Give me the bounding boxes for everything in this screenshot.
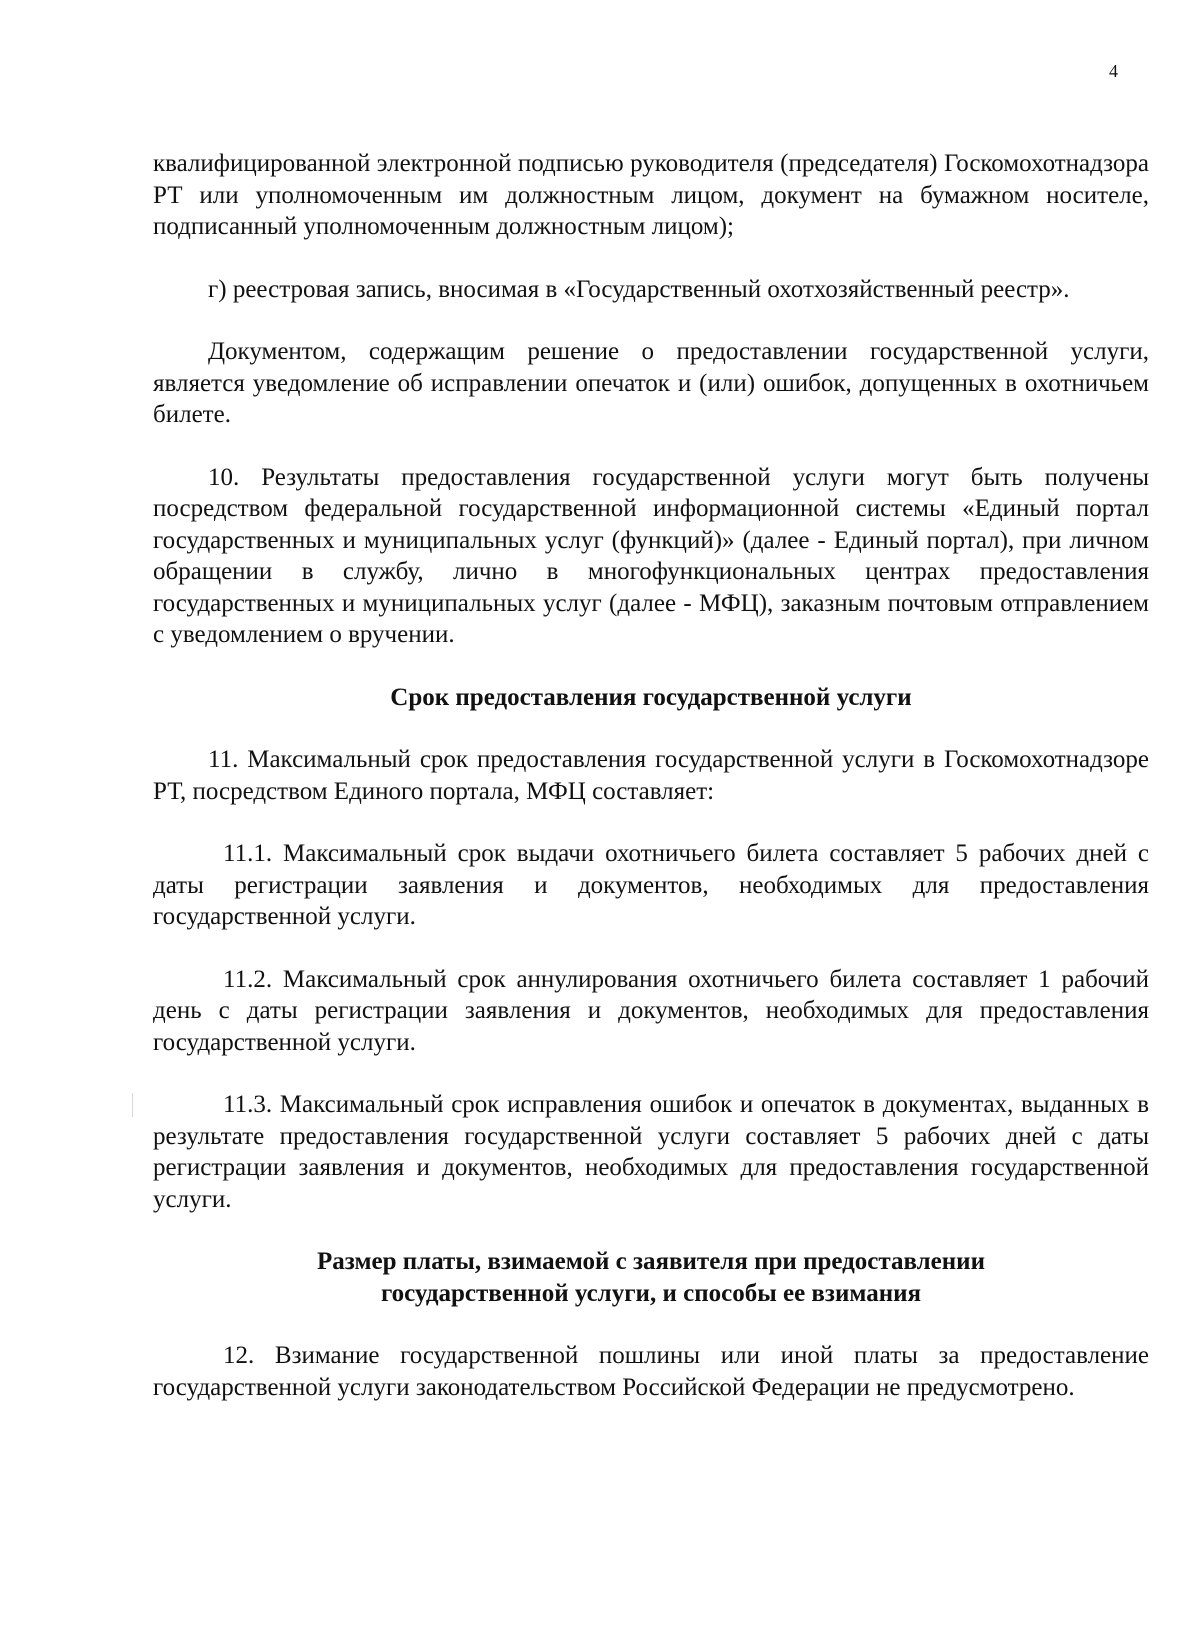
paragraph-decision-document: Документом, содержащим решение о предоставлении государственной услуги, является уведомление об исправлении опечаток и (или) ошибок, допущенных в охотничьем билете. [153, 338, 1149, 428]
paragraph-11-1-issue-term: 11.1. Максимальный срок выдачи охотничьего билета составляет 5 рабочих дней с даты регистрации заявления и документов, необходимых для предоставления государственной услуги. [153, 840, 1149, 930]
document-body [153, 148, 1149, 1403]
paragraph-spacer [153, 713, 1149, 744]
paragraph-spacer [153, 1058, 1149, 1089]
page-number: 4 [1109, 61, 1118, 81]
paragraph-11-2-cancellation-term: 11.2. Максимальный срок аннулирования охотничьего билета составляет 1 рабочий день с даты регистрации заявления и документов, необходимых для предоставления государственной услуги. [153, 965, 1149, 1056]
section-heading-fee [153, 1246, 1149, 1309]
paragraph-spacer [153, 651, 1149, 682]
paragraph-spacer [153, 1309, 1149, 1340]
paragraph-spacer [153, 933, 1149, 964]
paragraph-12-fee: 12. Взимание государственной пошлины или иной платы за предоставление государственной услуги законодательством Российской Федерации не предусмотрено. [153, 1342, 1149, 1401]
section-heading-fee-line-1: Размер платы, взимаемой с заявителя при предоставлении [317, 1248, 985, 1275]
paragraph-spacer [153, 431, 1149, 462]
paragraph-signature-continuation: квалифицированной электронной подписью руководителя (председателя) Госкомохотнадзора РТ или уполномоченным им должностным лицом, документ на бумажном носителе, подписанный уполномоченным должностным лицом); [153, 150, 1149, 240]
paragraph-spacer [153, 243, 1149, 274]
paragraph-registry-record: г) реестровая запись, вносимая в «Государственный охотхозяйственный реестр». [208, 275, 1070, 303]
section-heading-fee-line-2: государственной услуги, и способы ее взимания [380, 1279, 922, 1307]
paragraph-spacer [153, 807, 1149, 838]
scan-margin-mark [132, 1093, 133, 1117]
paragraph-10-results: 10. Результаты предоставления государственной услуги могут быть получены посредством федеральной государственной информационной системы «Единый портал государственных и муниципальных услуг (функций)» (далее - Единый портал), при личном обращении в службу, лично в многофункциональных центрах предоставления государственных и муниципальных услуг (далее - МФЦ), заказным почтовым отправлением с уведомлением о вручении. [153, 463, 1149, 648]
paragraph-11-3-correction-term: 11.3. Максимальный срок исправления ошибок и опечаток в документах, выданных в результате предоставления государственной услуги составляет 5 рабочих дней с даты регистрации заявления и документов, необходимых для предоставления государственной услуги. [153, 1091, 1149, 1213]
paragraph-11-maximum-term: 11. Максимальный срок предоставления государственной услуги в Госкомохотнадзоре РТ, посредством Единого портала, МФЦ составляет: [153, 746, 1149, 805]
paragraph-spacer [153, 1215, 1149, 1246]
section-heading-service-term: Срок предоставления государственной услуги [390, 683, 912, 711]
paragraph-spacer [153, 305, 1149, 336]
